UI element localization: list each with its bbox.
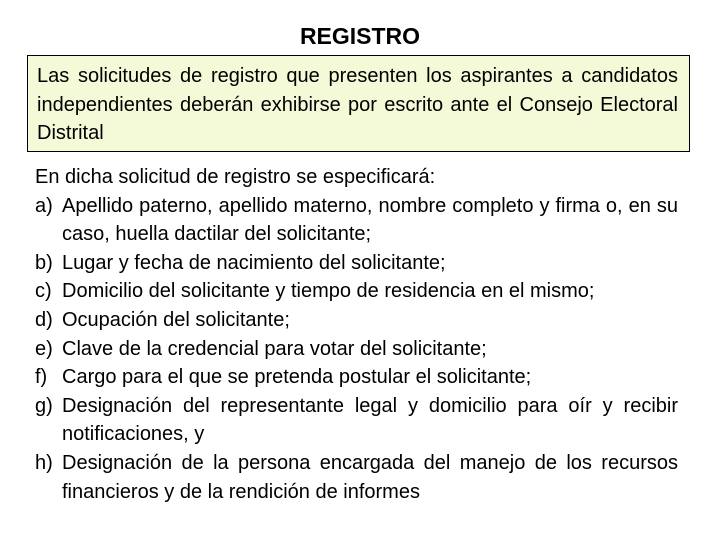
- list-item: [35, 192, 678, 249]
- list-item-text: Clave de la credencial para votar del solicitante;: [62, 337, 487, 360]
- list-marker: a): [35, 194, 53, 217]
- list-item-text: Cargo para el que se pretenda postular el solicitante;: [62, 366, 532, 389]
- list-item: [35, 392, 678, 449]
- list-item-text: Ocupación del solicitante;: [62, 308, 290, 331]
- list-item: [35, 363, 678, 392]
- list-marker: b): [35, 251, 53, 274]
- list-item: [35, 277, 678, 306]
- highlighted-paragraph: Las solicitudes de registro que presenten los aspirantes a candidatos independientes deberán exhibirse por escrito ante el Consejo Electoral Distrital: [27, 55, 690, 152]
- list-item-text: Designación de la persona encargada del manejo de los recursos financieros y de la rendición de informes: [62, 451, 678, 503]
- list-marker: h): [35, 451, 53, 474]
- list-item: [35, 449, 678, 506]
- list-item: [35, 306, 678, 335]
- list-item-text: Lugar y fecha de nacimiento del solicitante;: [62, 251, 446, 274]
- list-item-text: Domicilio del solicitante y tiempo de residencia en el mismo;: [62, 280, 595, 303]
- requirements-intro: En dicha solicitud de registro se especificará:: [35, 166, 436, 188]
- list-item-text: Designación del representante legal y domicilio para oír y recibir notificaciones, y: [62, 394, 678, 446]
- list-marker: g): [35, 394, 53, 417]
- list-marker: e): [35, 337, 53, 360]
- list-marker: c): [35, 280, 52, 303]
- page-title: REGISTRO: [299, 23, 421, 49]
- requirements-list: [35, 192, 678, 507]
- list-marker: d): [35, 308, 53, 331]
- requirements-section: [35, 163, 678, 506]
- list-item: [35, 335, 678, 364]
- list-marker: f): [35, 366, 48, 389]
- list-item-text: Apellido paterno, apellido materno, nombre completo y firma o, en su caso, huella dactilar del solicitante;: [62, 194, 678, 246]
- list-item: [35, 249, 678, 278]
